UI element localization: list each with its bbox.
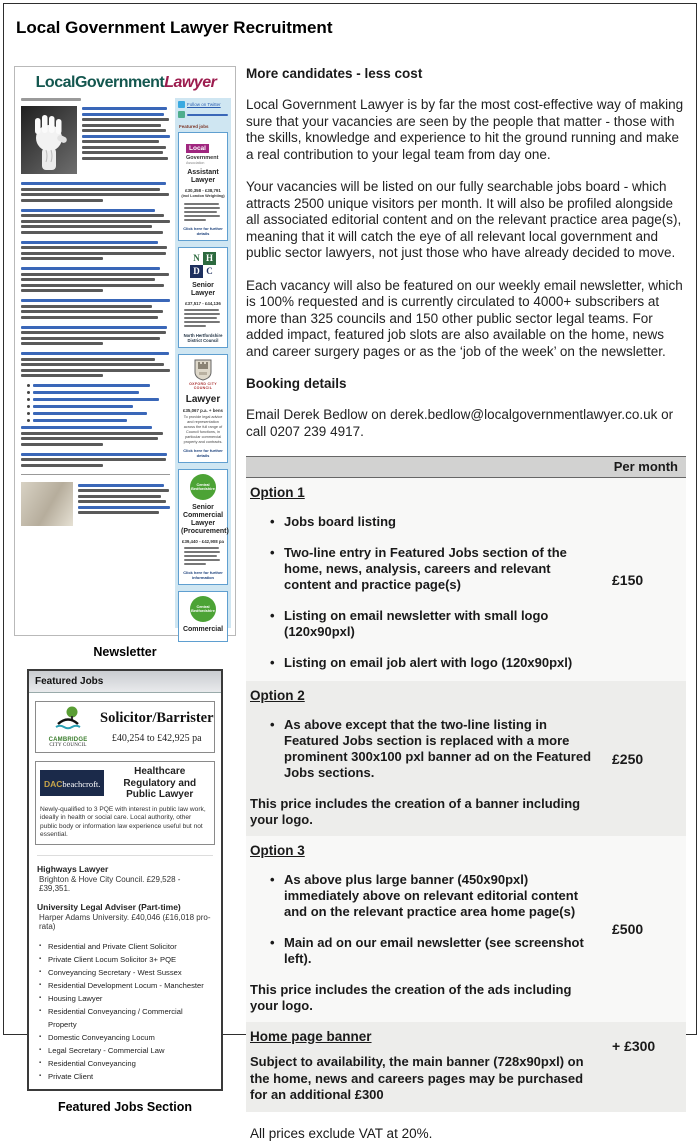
table-row-option2 — [246, 681, 686, 836]
list-item[interactable]: ▪ Residential Conveyancing / Commercial Property — [39, 1005, 213, 1031]
forward-email-link[interactable] — [178, 111, 228, 118]
newsletter-link-list — [21, 384, 170, 422]
list-item: • As above except that the two-line listing in Featured Jobs section is replaced with a more prominent 300x100 pxl banner ad on the Featured Jobs sections. — [272, 717, 596, 781]
home-banner-text: Subject to availability, the main banner (728x90pxl) on the home, news and careers pages may be purchased for an additional £300 — [250, 1054, 584, 1102]
job-title: Senior Lawyer — [190, 282, 216, 297]
lga-logo: Local Government Association — [186, 145, 219, 165]
job-salary: £35,067 p.a. + bens — [183, 408, 223, 413]
list-item[interactable]: ▪ Private Client — [39, 1070, 213, 1083]
option3-bullets — [272, 872, 596, 967]
newsletter-body-text — [21, 98, 170, 628]
list-item[interactable]: ▪ Housing Lawyer — [39, 992, 213, 1005]
list-item: • Jobs board listing — [272, 514, 596, 530]
intro-paragraph-2: Your vacancies will be listed on our fully searchable jobs board - which attracts 2500 unique visitors per month. It will also be profiled alongside all associated editorial content and on the relevant practice area page(s), meaning that it will catch the eye of all relevant local government and public sector lawyers, not just those who have already decided to move. — [246, 179, 682, 260]
booking-heading: Booking details — [246, 376, 347, 391]
list-item: • Listing on email newsletter with small logo (120x90pxl) — [272, 608, 596, 640]
featured-jobs-bullet-list — [39, 940, 213, 1083]
list-item: • Main ad on our email newsletter (see screenshot left). — [272, 935, 596, 967]
job-description: Newly-qualified to 3 PQE with interest in public law work, ideally in health or social care. Local authority, other public body or information law experience useful but not essential. — [40, 805, 206, 838]
job-salary: £37,517 - £44,136 — [185, 301, 221, 306]
oxford-crest-icon — [193, 359, 213, 381]
cambridge-logo-icon — [51, 706, 85, 732]
option2-price: £250 — [612, 750, 644, 767]
newsletter-divider — [21, 474, 170, 475]
masthead-localgovernment: LocalGovernment — [35, 74, 165, 91]
fist-illustration — [27, 110, 71, 170]
fist-photo — [21, 106, 77, 174]
vat-note: All prices exclude VAT at 20%. — [250, 1125, 433, 1141]
dac-beachcroft-logo: DACbeachcroft. — [40, 770, 104, 796]
option1-price: £150 — [612, 571, 644, 588]
featured-job-dac[interactable] — [35, 761, 215, 845]
featured-jobs-label: Featured jobs — [179, 124, 209, 129]
newsletter-job-ad-central-beds-1[interactable] — [178, 469, 228, 585]
twitter-icon — [178, 101, 185, 108]
list-item[interactable]: ▪ Residential Development Locum - Manchester — [39, 979, 213, 992]
newsletter-lead-paragraph — [82, 106, 170, 174]
job-title: Solicitor/Barrister — [100, 710, 214, 726]
document-page — [3, 3, 697, 1141]
masthead-lawyer: Lawyer — [164, 74, 217, 91]
job-title: Assistant Lawyer — [187, 169, 219, 184]
newsletter-masthead — [21, 72, 231, 98]
list-item[interactable]: ▪ Residential and Private Client Solicitor — [39, 940, 213, 953]
newsletter-paragraphs-2 — [21, 426, 170, 467]
job-description-placeholder — [181, 201, 225, 224]
list-item[interactable]: ▪ Residential Conveyancing — [39, 1057, 213, 1070]
central-bedfordshire-logo: Central Bedfordshire — [190, 596, 216, 622]
job-title: Senior Commercial Lawyer (Procurement) — [181, 504, 229, 535]
booking-text: Email Derek Bedlow on derek.bedlow@localgovernmentlawyer.co.uk or call 0207 239 4917. — [246, 407, 674, 439]
featured-jobs-header: Featured Jobs — [29, 671, 221, 693]
job-description-placeholder — [181, 307, 225, 330]
newsletter-sidebar — [175, 98, 231, 633]
featured-job-cambridge[interactable] — [35, 701, 215, 753]
two-column-layout — [14, 66, 688, 1141]
job-title: Healthcare Regulatory and Public Lawyer — [123, 766, 197, 800]
table-row-option1 — [246, 478, 686, 681]
job-cta-link[interactable]: Click here for further details — [183, 448, 223, 458]
job-description-placeholder — [181, 545, 225, 568]
home-banner-price: + £300 — [612, 1038, 656, 1054]
job-description: To provide legal advice and representation across the full range of Council functions, in particular commercial property and contracts. — [183, 415, 223, 444]
job-cta-link[interactable]: Click here for further details — [183, 226, 223, 236]
job-listing[interactable]: Highways Lawyer Brighton & Hove City Council. £29,528 - £39,351. — [37, 863, 181, 893]
main-content — [246, 66, 688, 1141]
list-item[interactable]: ▪ Legal Secretary - Commercial Law — [39, 1044, 213, 1057]
option2-heading: Option 2 — [250, 688, 305, 703]
newsletter-job-ad-central-beds-2[interactable] — [178, 591, 228, 642]
option2-bullets — [272, 717, 596, 781]
job-title: Commercial — [182, 626, 224, 633]
newsletter-screenshot — [14, 66, 236, 636]
newsletter-job-ad-lga[interactable] — [178, 132, 228, 241]
home-banner-heading: Home page banner — [250, 1029, 372, 1044]
option3-heading: Option 3 — [250, 843, 305, 858]
option1-bullets — [272, 514, 596, 671]
pricing-table — [246, 456, 686, 1112]
list-item: • Listing on email job alert with logo (120x90pxl) — [272, 655, 596, 671]
job-org: OXFORD CITY COUNCIL — [189, 382, 217, 390]
email-icon — [178, 111, 185, 118]
left-column — [14, 66, 236, 1141]
table-row-home-banner — [246, 1022, 686, 1112]
job-salary: £30,358 - £38,791 — [185, 188, 221, 193]
cambridge-city-council-logo: CAMBRIDGE CITY COUNCIL — [40, 706, 96, 748]
central-bedfordshire-logo: Central Bedfordshire — [190, 474, 216, 500]
table-row-option3 — [246, 836, 686, 1022]
option3-note: This price includes the creation of the ads including your logo. — [250, 982, 572, 1013]
featured-jobs-plain-listings — [37, 855, 213, 931]
page-title: Local Government Lawyer Recruitment — [16, 18, 333, 37]
intro-paragraph-1: Local Government Lawyer is by far the most cost-effective way of making sure that your vacancies are seen by the people that matter - those with the skills, knowledge and experience to hit the ground running and make a real contribution to your legal team from day one. — [246, 97, 684, 162]
option3-price: £500 — [612, 921, 644, 937]
nhdc-logo: N H D C — [190, 252, 216, 278]
featured-jobs-screenshot — [27, 669, 223, 1091]
option1-heading: Option 1 — [250, 485, 305, 500]
featured-jobs-caption: Featured Jobs Section — [57, 1099, 193, 1114]
job-salary: £40,254 to £42,925 pa — [111, 733, 202, 744]
newsletter-caption: Newsletter — [93, 645, 157, 659]
newsletter-job-ad-nhdc[interactable] — [178, 247, 228, 348]
job-cta-link[interactable]: Click here for further information — [183, 570, 223, 580]
list-item[interactable]: ▪ Conveyancing Secretary - West Sussex — [39, 966, 213, 979]
price-column-header: Per month — [246, 457, 686, 478]
list-item: • As above plus large banner (450x90pxl) immediately above on relevant editorial content and on the relevant practice area home page(s) — [272, 872, 596, 920]
option2-note: This price includes the creation of a banner including your logo. — [250, 796, 581, 827]
newsletter-paragraphs — [21, 182, 170, 377]
newsletter-photo-caption-text — [78, 482, 170, 526]
newsletter-photo — [21, 482, 73, 526]
list-item: • Two-line entry in Featured Jobs section of the home, news, analysis, careers and relevant content and practice page(s) — [272, 545, 596, 593]
follow-twitter-link[interactable] — [178, 101, 228, 108]
job-salary-note: (incl London Weighting) — [181, 194, 225, 198]
newsletter-job-ad-oxford[interactable] — [178, 354, 228, 463]
list-item[interactable]: ▪ Domestic Conveyancing Locum — [39, 1031, 213, 1044]
follow-twitter-label: Follow on Twitter — [187, 102, 221, 107]
list-item[interactable]: ▪ Private Client Locum Solicitor 3+ PQE — [39, 953, 213, 966]
intro-heading: More candidates - less cost — [246, 66, 423, 81]
job-listing[interactable]: University Legal Adviser (Part-time) Harper Adams University. £40,046 (£16,018 pro-rata) — [37, 901, 211, 931]
job-org: North Hertfordshire District Council — [183, 333, 223, 343]
job-title: Lawyer — [185, 394, 221, 405]
intro-paragraph-3: Each vacancy will also be featured on our weekly email newsletter, which is 100% requested and is currently circulated to 4000+ subscribers at more than 325 councils and 150 other public sector legal teams. For added impact, featured job slots are also available on the home, news and career surgery pages or as the ‘job of the week’ on the newsletter. — [246, 277, 683, 359]
job-salary: £39,440 - £42,908 pa — [182, 539, 224, 544]
